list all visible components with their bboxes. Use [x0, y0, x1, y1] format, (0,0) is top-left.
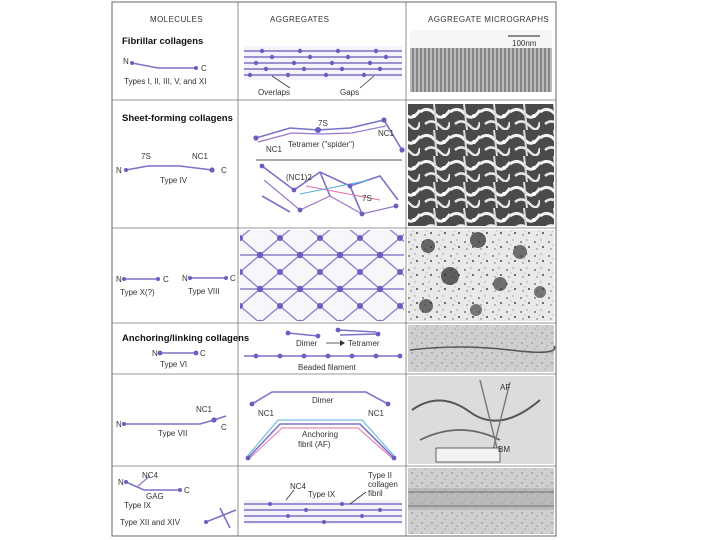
row3-network-micrograph	[408, 230, 554, 321]
row3-typeX-c-end	[156, 277, 160, 281]
section-anchoring-title: Anchoring/linking collagens	[122, 333, 250, 344]
row2-agg-nc1-right-label: NC1	[378, 129, 395, 138]
row6-typeII-label-2: collagen	[368, 480, 398, 489]
row6-typeIX-c-end	[178, 488, 182, 492]
row2-agg-nc1-left-label: NC1	[266, 145, 283, 154]
row3-c1-label: C	[163, 275, 169, 284]
row1-c-label: C	[201, 64, 207, 73]
row2-type-label: Type IV	[160, 176, 188, 185]
row3-network-aggregate	[240, 230, 404, 321]
row5-bm-label: BM	[498, 445, 510, 454]
section-sheet-title: Sheet-forming collagens	[122, 113, 233, 124]
row6-typeII-label-1: Type II	[368, 471, 393, 480]
row3-n1-label: N	[116, 275, 122, 284]
row4-tetramer-label: Tetramer	[348, 339, 380, 348]
row2-molecule-c-end	[209, 167, 214, 172]
header-molecules: MOLECULES	[150, 15, 203, 24]
row2-tetramer-label: Tetramer ("spider")	[288, 140, 355, 149]
row5-type-label: Type VII	[158, 429, 188, 438]
row5-fibril-micrograph	[408, 376, 554, 464]
row2-7s-label: 7S	[141, 152, 151, 161]
row2-n-label: N	[116, 166, 122, 175]
row4-beaded-label: Beaded filament	[298, 363, 356, 372]
row5-nc1-right-label: NC1	[368, 409, 385, 418]
row6-n-label: N	[118, 478, 124, 487]
row4-molecule-c-end	[194, 351, 199, 356]
row3-typeVIII-label: Type VIII	[188, 287, 220, 296]
row2-agg-7s-label: 7S	[318, 119, 328, 128]
row4-n-label: N	[152, 349, 158, 358]
row1-n-label: N	[123, 57, 129, 66]
header-micrographs: AGGREGATE MICROGRAPHS	[428, 15, 550, 24]
row6-typeIX-label: Type IX	[124, 501, 152, 510]
row5-molecule-n-end	[122, 422, 126, 426]
row5-c-label: C	[221, 423, 227, 432]
row6-agg-typeIX-label: Type IX	[308, 490, 336, 499]
row2-sheet-micrograph	[408, 104, 554, 226]
row5-fibril-label: fibril (AF)	[298, 440, 331, 449]
row2-agg-7s-lower-label: 7S	[362, 194, 372, 203]
row5-anchoring-label: Anchoring	[302, 430, 339, 439]
row6-agg-nc4-label: NC4	[290, 482, 307, 491]
row4-c-label: C	[200, 349, 206, 358]
row6-typeII-label-3: fibril	[368, 489, 383, 498]
row3-typeX-n-end	[122, 277, 126, 281]
row4-dimer-label: Dimer	[296, 339, 318, 348]
row1-fibril-micrograph	[410, 48, 552, 92]
row6-gag-label: GAG	[146, 492, 164, 501]
row3-typeVIII-c-end	[224, 276, 228, 280]
header-aggregates: AGGREGATES	[270, 15, 330, 24]
row5-af-label: AF	[500, 383, 511, 392]
row1-overlaps-label: Overlaps	[258, 88, 291, 97]
row1-gaps-label: Gaps	[340, 88, 360, 97]
row1-scale-label: 100nm	[512, 39, 537, 48]
row3-c2-label: C	[230, 274, 236, 283]
row1-fibril-aggregate	[244, 46, 402, 80]
row4-molecule-n-end	[158, 351, 163, 356]
row6-nc4-label: NC4	[142, 471, 159, 480]
row2-nc1-2-label: (NC1)2	[286, 173, 312, 182]
row1-types-label: Types I, II, III, V, and XI	[124, 77, 207, 86]
row1-molecule-c-end	[194, 66, 198, 70]
row1-molecule-n-end	[130, 61, 134, 65]
row4-type-label: Type VI	[160, 360, 188, 369]
section-fibrillar-title: Fibrillar collagens	[122, 36, 204, 47]
row5-n-label: N	[116, 420, 122, 429]
row5-molecule-nc1	[211, 417, 216, 422]
row3-typeVIII-n-end	[188, 276, 192, 280]
row6-c-label: C	[184, 486, 190, 495]
row6-fibril-micrograph	[408, 468, 554, 534]
row2-molecule-n-end	[124, 168, 128, 172]
row5-nc1-left-label: NC1	[258, 409, 275, 418]
row6-typeXII-label: Type XII and XIV	[120, 518, 181, 527]
row5-dimer-label: Dimer	[312, 396, 334, 405]
row2-nc1-label: NC1	[192, 152, 209, 161]
row5-nc1-label: NC1	[196, 405, 213, 414]
row3-typeX-label: Type X(?)	[120, 288, 155, 297]
row6-typeXII-end	[204, 520, 208, 524]
row3-n2-label: N	[182, 274, 188, 283]
row6-typeIX-n-end	[124, 480, 128, 484]
row6-fibril-aggregate	[244, 500, 402, 524]
row2-c-label: C	[221, 166, 227, 175]
